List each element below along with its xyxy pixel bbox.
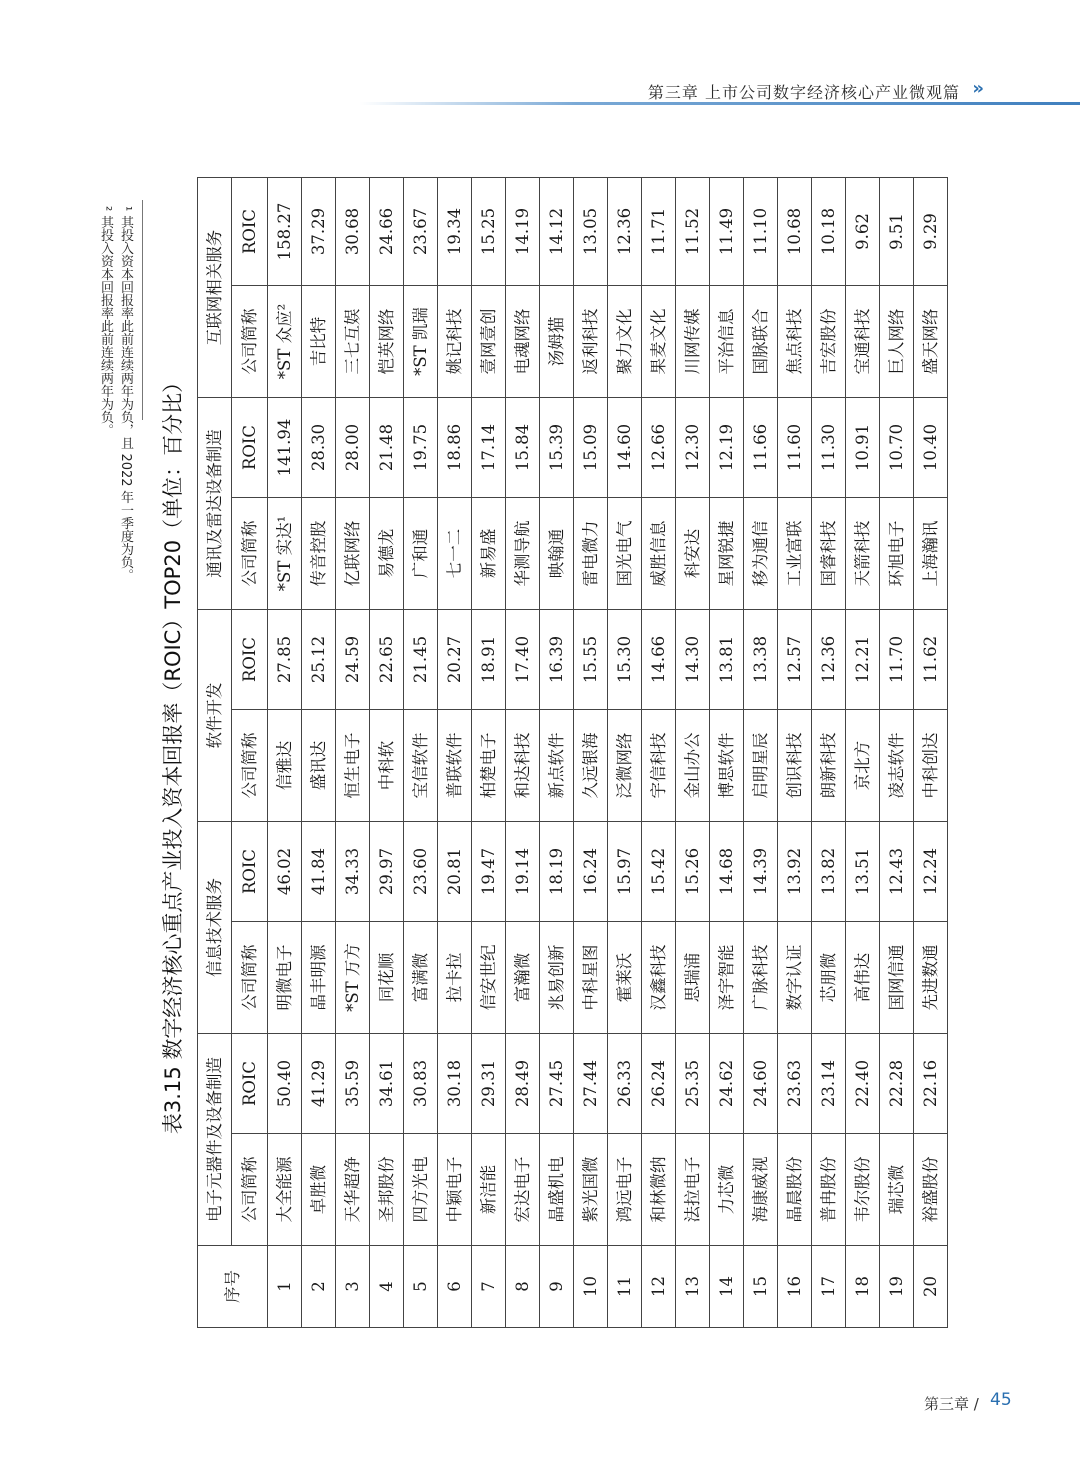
roic-cell: 10.70: [880, 398, 914, 498]
roic-cell: 10.40: [914, 398, 948, 498]
table-row: [778, 178, 812, 1328]
company-cell: 七一二: [438, 498, 472, 610]
footnote-1: ¹ 其投入资本回报率此前连续两年为负，且 2022 年一季度为负。: [118, 206, 133, 582]
company-cell: 中科星图: [574, 922, 608, 1034]
roic-cell: 29.31: [472, 1034, 506, 1134]
seq-cell: 7: [472, 1246, 506, 1328]
seq-cell: 1: [268, 1246, 302, 1328]
company-cell: *ST 实达¹: [268, 498, 302, 610]
company-cell: 朗新科技: [812, 710, 846, 822]
seq-cell: 13: [676, 1246, 710, 1328]
roic-cell: 28.30: [302, 398, 336, 498]
roic-cell: 28.00: [336, 398, 370, 498]
roic-cell: 23.67: [404, 178, 438, 286]
company-cell: 国睿科技: [812, 498, 846, 610]
roic-cell: 24.62: [710, 1034, 744, 1134]
company-cell: 汉鑫科技: [642, 922, 676, 1034]
company-cell: 柏楚电子: [472, 710, 506, 822]
company-cell: 金山办公: [676, 710, 710, 822]
seq-cell: 2: [302, 1246, 336, 1328]
seq-cell: 6: [438, 1246, 472, 1328]
roic-cell: 18.91: [472, 610, 506, 710]
company-cell: 信雅达: [268, 710, 302, 822]
company-cell: 和林微纳: [642, 1134, 676, 1246]
roic-cell: 22.16: [914, 1034, 948, 1134]
group-header: 互联网相关服务: [198, 178, 232, 398]
company-cell: 宇信科技: [642, 710, 676, 822]
company-col-header: 公司简称: [232, 922, 268, 1034]
double-chevron-icon: »: [972, 78, 984, 99]
roic-cell: 12.24: [914, 822, 948, 922]
company-cell: 海康威视: [744, 1134, 778, 1246]
company-cell: 信安世纪: [472, 922, 506, 1034]
roic-cell: 14.12: [540, 178, 574, 286]
company-cell: 吉宏股份: [812, 286, 846, 398]
company-cell: 京北方: [846, 710, 880, 822]
company-cell: 韦尔股份: [846, 1134, 880, 1246]
company-cell: 环旭电子: [880, 498, 914, 610]
company-cell: 亿联网络: [336, 498, 370, 610]
seq-cell: 10: [574, 1246, 608, 1328]
table-row: [642, 178, 676, 1328]
seq-cell: 20: [914, 1246, 948, 1328]
roic-cell: 27.85: [268, 610, 302, 710]
roic-cell: 34.61: [370, 1034, 404, 1134]
roic-cell: 17.14: [472, 398, 506, 498]
seq-cell: 5: [404, 1246, 438, 1328]
seq-cell: 14: [710, 1246, 744, 1328]
company-cell: 电魂网络: [506, 286, 540, 398]
company-cell: 富满微: [404, 922, 438, 1034]
roic-cell: 11.60: [778, 398, 812, 498]
roic-cell: 13.05: [574, 178, 608, 286]
roic-cell: 30.68: [336, 178, 370, 286]
roic-cell: 11.30: [812, 398, 846, 498]
seq-cell: 11: [608, 1246, 642, 1328]
roic-cell: 20.81: [438, 822, 472, 922]
company-cell: 广和通: [404, 498, 438, 610]
company-cell: 盛讯达: [302, 710, 336, 822]
company-cell: 果麦文化: [642, 286, 676, 398]
table-row: [574, 178, 608, 1328]
company-cell: 四方光电: [404, 1134, 438, 1246]
roic-cell: 46.02: [268, 822, 302, 922]
roic-cell: 10.91: [846, 398, 880, 498]
footer-chapter-label: 第三章 /: [924, 1395, 979, 1413]
seq-cell: 18: [846, 1246, 880, 1328]
page-header: [0, 74, 1080, 106]
company-cell: 新易盛: [472, 498, 506, 610]
company-cell: 天箭科技: [846, 498, 880, 610]
roic-cell: 10.18: [812, 178, 846, 286]
company-cell: *ST 万方: [336, 922, 370, 1034]
company-cell: 吉比特: [302, 286, 336, 398]
footnotes: [82, 200, 154, 660]
roic-cell: 22.65: [370, 610, 404, 710]
company-col-header: 公司简称: [232, 710, 268, 822]
company-cell: 焦点科技: [778, 286, 812, 398]
roic-cell: 13.51: [846, 822, 880, 922]
table-row: [608, 178, 642, 1328]
roic-cell: 30.18: [438, 1034, 472, 1134]
roic-cell: 15.30: [608, 610, 642, 710]
roic-cell: 19.47: [472, 822, 506, 922]
roic-cell: 15.55: [574, 610, 608, 710]
roic-cell: 12.57: [778, 610, 812, 710]
roic-cell: 13.82: [812, 822, 846, 922]
rotated-table-container: [153, 178, 963, 1328]
footnote-divider: [142, 200, 143, 420]
company-cell: 移为通信: [744, 498, 778, 610]
roic-cell: 34.33: [336, 822, 370, 922]
group-header: 信息技术服务: [198, 822, 232, 1034]
group-header-row: [198, 178, 232, 1328]
company-cell: 富瀚微: [506, 922, 540, 1034]
company-cell: 川网传媒: [676, 286, 710, 398]
roic-cell: 37.29: [302, 178, 336, 286]
roic-cell: 28.49: [506, 1034, 540, 1134]
company-cell: 泛微网络: [608, 710, 642, 822]
company-cell: 国网信通: [880, 922, 914, 1034]
roic-cell: 10.68: [778, 178, 812, 286]
company-cell: 威胜信息: [642, 498, 676, 610]
roic-cell: 30.83: [404, 1034, 438, 1134]
company-cell: 工业富联: [778, 498, 812, 610]
company-cell: 晶丰明源: [302, 922, 336, 1034]
roic-cell: 14.19: [506, 178, 540, 286]
company-cell: 雷电微力: [574, 498, 608, 610]
roic-cell: 14.39: [744, 822, 778, 922]
table-row: [302, 178, 336, 1328]
roic-cell: 50.40: [268, 1034, 302, 1134]
page-number: 45: [990, 1390, 1012, 1410]
company-cell: 天华超净: [336, 1134, 370, 1246]
company-cell: 大全能源: [268, 1134, 302, 1246]
company-cell: 宝通科技: [846, 286, 880, 398]
roic-cell: 15.42: [642, 822, 676, 922]
company-cell: 国光电气: [608, 498, 642, 610]
company-cell: 明微电子: [268, 922, 302, 1034]
company-cell: 鸿远电子: [608, 1134, 642, 1246]
roic-cell: 26.33: [608, 1034, 642, 1134]
company-cell: 聚力文化: [608, 286, 642, 398]
roic-cell: 9.29: [914, 178, 948, 286]
table-row: [404, 178, 438, 1328]
company-cell: 盛天网络: [914, 286, 948, 398]
table-title: 表3.15 数字经济核心重点产业投入资本回报率（ROIC）TOP20（单位：百分比）: [161, 371, 185, 1135]
roic-cell: 25.12: [302, 610, 336, 710]
roic-col-header: ROIC: [232, 822, 268, 922]
table-row: [472, 178, 506, 1328]
roic-cell: 15.26: [676, 822, 710, 922]
roic-table: [197, 177, 948, 1328]
company-cell: 中颖电子: [438, 1134, 472, 1246]
roic-col-header: ROIC: [232, 178, 268, 286]
roic-cell: 19.75: [404, 398, 438, 498]
roic-cell: 26.24: [642, 1034, 676, 1134]
roic-cell: 11.71: [642, 178, 676, 286]
roic-cell: 24.60: [744, 1034, 778, 1134]
company-col-header: 公司简称: [232, 1134, 268, 1246]
roic-cell: 13.38: [744, 610, 778, 710]
company-cell: 同花顺: [370, 922, 404, 1034]
table-row: [880, 178, 914, 1328]
company-cell: 新点软件: [540, 710, 574, 822]
roic-cell: 16.24: [574, 822, 608, 922]
seq-cell: 9: [540, 1246, 574, 1328]
company-col-header: 公司简称: [232, 286, 268, 398]
roic-cell: 11.52: [676, 178, 710, 286]
company-cell: *ST 众应²: [268, 286, 302, 398]
company-cell: 思瑞浦: [676, 922, 710, 1034]
seq-cell: 16: [778, 1246, 812, 1328]
seq-cell: 12: [642, 1246, 676, 1328]
company-cell: 宝信软件: [404, 710, 438, 822]
roic-cell: 23.63: [778, 1034, 812, 1134]
table-row: [812, 178, 846, 1328]
company-cell: 紫光国微: [574, 1134, 608, 1246]
table-row: [370, 178, 404, 1328]
roic-cell: 11.66: [744, 398, 778, 498]
company-cell: 易德龙: [370, 498, 404, 610]
company-col-header: 公司简称: [232, 498, 268, 610]
company-cell: 恒生电子: [336, 710, 370, 822]
roic-cell: 19.34: [438, 178, 472, 286]
roic-cell: 13.92: [778, 822, 812, 922]
roic-col-header: ROIC: [232, 610, 268, 710]
roic-col-header: ROIC: [232, 398, 268, 498]
roic-cell: 35.59: [336, 1034, 370, 1134]
footnote-2: ² 其投入资本回报率此前连续两年为负。: [98, 206, 113, 437]
roic-cell: 12.19: [710, 398, 744, 498]
company-cell: 国脉联合: [744, 286, 778, 398]
company-cell: 映翰通: [540, 498, 574, 610]
roic-cell: 24.59: [336, 610, 370, 710]
roic-cell: 15.25: [472, 178, 506, 286]
seq-cell: 15: [744, 1246, 778, 1328]
group-header: 通讯及雷达设备制造: [198, 398, 232, 610]
company-cell: 汤姆猫: [540, 286, 574, 398]
company-cell: 中科软: [370, 710, 404, 822]
roic-cell: 27.44: [574, 1034, 608, 1134]
roic-cell: 25.35: [676, 1034, 710, 1134]
company-cell: 圣邦股份: [370, 1134, 404, 1246]
roic-cell: 14.30: [676, 610, 710, 710]
roic-cell: 22.28: [880, 1034, 914, 1134]
roic-cell: 15.39: [540, 398, 574, 498]
company-cell: 芯朋微: [812, 922, 846, 1034]
roic-cell: 12.30: [676, 398, 710, 498]
table-row: [540, 178, 574, 1328]
sub-header-row: [232, 178, 268, 1328]
roic-cell: 21.48: [370, 398, 404, 498]
group-header: 电子元器件及设备制造: [198, 1034, 232, 1246]
roic-cell: 14.68: [710, 822, 744, 922]
roic-cell: 13.81: [710, 610, 744, 710]
seq-cell: 4: [370, 1246, 404, 1328]
roic-cell: 15.09: [574, 398, 608, 498]
company-cell: 高伟达: [846, 922, 880, 1034]
table-row: [506, 178, 540, 1328]
roic-cell: 12.43: [880, 822, 914, 922]
company-cell: 博思软件: [710, 710, 744, 822]
company-cell: 凌志软件: [880, 710, 914, 822]
roic-cell: 12.66: [642, 398, 676, 498]
header-rule: [360, 102, 1080, 105]
company-cell: 力芯微: [710, 1134, 744, 1246]
roic-cell: 141.94: [268, 398, 302, 498]
roic-cell: 9.62: [846, 178, 880, 286]
roic-cell: 15.97: [608, 822, 642, 922]
roic-cell: 9.51: [880, 178, 914, 286]
company-cell: 瑞芯微: [880, 1134, 914, 1246]
company-cell: 拉卡拉: [438, 922, 472, 1034]
roic-cell: 20.27: [438, 610, 472, 710]
company-cell: 壹网壹创: [472, 286, 506, 398]
roic-cell: 21.45: [404, 610, 438, 710]
roic-cell: 19.14: [506, 822, 540, 922]
table-row: [846, 178, 880, 1328]
company-cell: 平治信息: [710, 286, 744, 398]
company-cell: 先进数通: [914, 922, 948, 1034]
company-cell: 星网锐捷: [710, 498, 744, 610]
roic-cell: 158.27: [268, 178, 302, 286]
group-header: 软件开发: [198, 610, 232, 822]
company-cell: 霍莱沃: [608, 922, 642, 1034]
table-row: [336, 178, 370, 1328]
roic-cell: 23.14: [812, 1034, 846, 1134]
company-cell: 和达科技: [506, 710, 540, 822]
company-cell: 卓胜微: [302, 1134, 336, 1246]
roic-cell: 41.84: [302, 822, 336, 922]
roic-cell: 12.21: [846, 610, 880, 710]
company-cell: 姚记科技: [438, 286, 472, 398]
company-cell: 中科创达: [914, 710, 948, 822]
company-cell: 新洁能: [472, 1134, 506, 1246]
company-cell: 普联软件: [438, 710, 472, 822]
roic-cell: 17.40: [506, 610, 540, 710]
table-row: [268, 178, 302, 1328]
company-cell: 华测导航: [506, 498, 540, 610]
seq-cell: 19: [880, 1246, 914, 1328]
table-row: [744, 178, 778, 1328]
company-cell: 裕盛股份: [914, 1134, 948, 1246]
company-cell: 晶盛机电: [540, 1134, 574, 1246]
roic-cell: 12.36: [608, 178, 642, 286]
roic-cell: 29.97: [370, 822, 404, 922]
roic-col-header: ROIC: [232, 1034, 268, 1134]
roic-cell: 11.10: [744, 178, 778, 286]
company-cell: 恺英网络: [370, 286, 404, 398]
roic-cell: 23.60: [404, 822, 438, 922]
roic-cell: 27.45: [540, 1034, 574, 1134]
seq-cell: 17: [812, 1246, 846, 1328]
company-cell: 科安达: [676, 498, 710, 610]
company-cell: 创识科技: [778, 710, 812, 822]
table-row: [914, 178, 948, 1328]
roic-cell: 22.40: [846, 1034, 880, 1134]
roic-cell: 12.36: [812, 610, 846, 710]
company-cell: 广脉科技: [744, 922, 778, 1034]
table-row: [676, 178, 710, 1328]
company-cell: 普冉股份: [812, 1134, 846, 1246]
company-cell: 巨人网络: [880, 286, 914, 398]
table-row: [438, 178, 472, 1328]
company-cell: 传音控股: [302, 498, 336, 610]
company-cell: 启明星辰: [744, 710, 778, 822]
company-cell: 三七互娱: [336, 286, 370, 398]
company-cell: 数字认证: [778, 922, 812, 1034]
roic-cell: 11.62: [914, 610, 948, 710]
company-cell: 泽宇智能: [710, 922, 744, 1034]
company-cell: 上海瀚讯: [914, 498, 948, 610]
roic-cell: 18.86: [438, 398, 472, 498]
company-cell: 久远银海: [574, 710, 608, 822]
company-cell: 宏达电子: [506, 1134, 540, 1246]
seq-header: 序号: [198, 1246, 268, 1328]
roic-cell: 14.60: [608, 398, 642, 498]
roic-cell: 24.66: [370, 178, 404, 286]
roic-cell: 11.70: [880, 610, 914, 710]
seq-cell: 3: [336, 1246, 370, 1328]
company-cell: 法拉电子: [676, 1134, 710, 1246]
company-cell: 晶晨股份: [778, 1134, 812, 1246]
seq-cell: 8: [506, 1246, 540, 1328]
roic-cell: 14.66: [642, 610, 676, 710]
company-cell: 返利科技: [574, 286, 608, 398]
company-cell: 兆易创新: [540, 922, 574, 1034]
roic-cell: 11.49: [710, 178, 744, 286]
table-row: [710, 178, 744, 1328]
company-cell: *ST 凯瑞: [404, 286, 438, 398]
table-body: [268, 178, 948, 1328]
chapter-header-title: 第三章 上市公司数字经济核心产业微观篇: [647, 83, 960, 102]
roic-cell: 18.19: [540, 822, 574, 922]
roic-cell: 15.84: [506, 398, 540, 498]
roic-cell: 41.29: [302, 1034, 336, 1134]
roic-cell: 16.39: [540, 610, 574, 710]
